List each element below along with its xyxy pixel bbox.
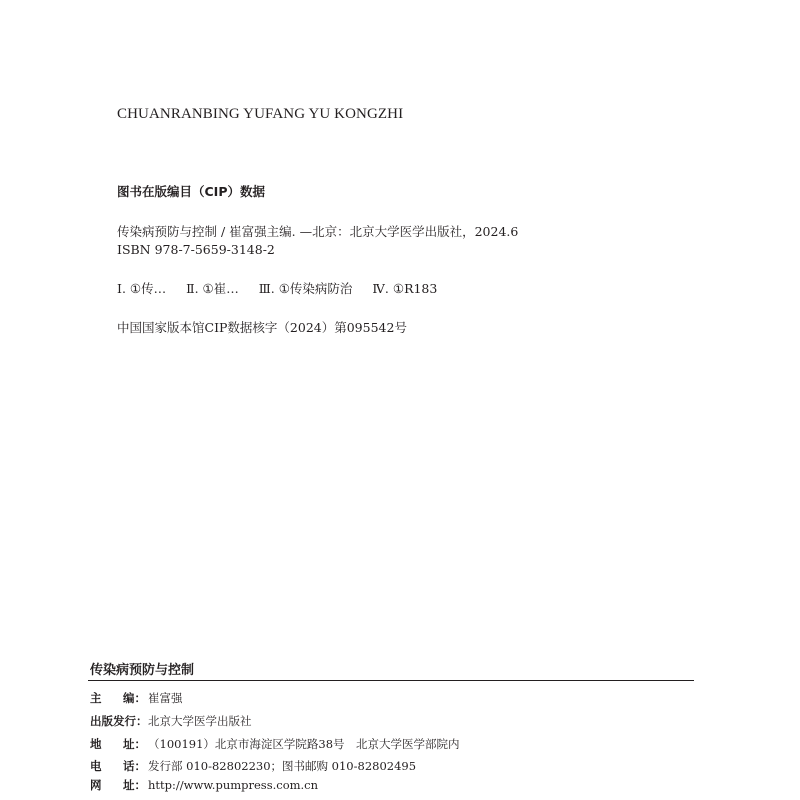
row-value: http://www.pumpress.com.cn [148,778,319,792]
classification-item: Ⅰ. ①传… [117,281,167,296]
classification-item: Ⅳ. ①R183 [372,281,438,296]
colophon-divider [88,680,694,681]
colophon-row-editor [90,690,183,706]
classification-item: Ⅲ. ①传染病防治 [258,281,353,296]
colophon-row-website [90,777,318,793]
row-label: 地 址： [90,737,146,751]
cropped-next-row [88,794,208,800]
row-value: （100191）北京市海淀区学院路38号 北京大学医学部院内 [148,737,460,751]
classification-item: Ⅱ. ①崔… [186,281,239,296]
row-value: 发行部 010-82802230；图书邮购 010-82802495 [148,759,417,773]
colophon-row-phone [90,758,416,774]
pinyin-title: CHUANRANBING YUFANG YU KONGZHI [117,106,404,122]
cip-heading: 图书在版编目（CIP）数据 [117,184,265,199]
row-value: 北京大学医学出版社 [148,714,252,728]
row-label: 主 编： [90,691,146,705]
row-label: 电 话： [90,759,146,773]
cip-classification [117,279,437,297]
colophon-row-publisher [90,713,252,729]
colophon-row-address [90,736,460,752]
row-label: 出版发行 ： [90,714,148,728]
row-value: 崔富强 [148,691,183,705]
row-label: 网 址： [90,778,146,792]
cip-record-line: 传染病预防与控制 / 崔富强主编. —北京：北京大学医学出版社，2024.6 [117,224,519,239]
cip-isbn: ISBN 978-7-5659-3148-2 [117,242,275,257]
cip-verification-number: 中国国家版本馆CIP数据核字（2024）第095542号 [117,320,407,335]
colophon-book-title: 传染病预防与控制 [90,663,195,678]
